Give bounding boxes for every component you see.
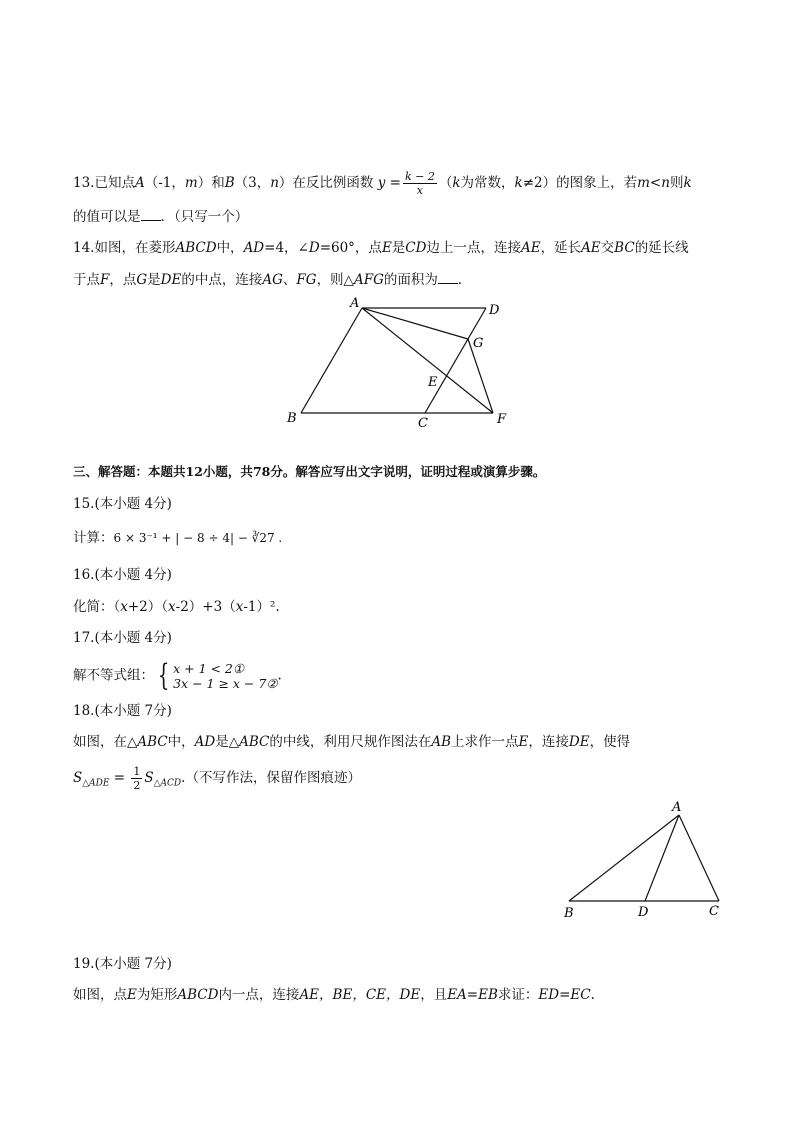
q13-text: ）在反比例函数 bbox=[278, 175, 374, 191]
segment-dc bbox=[425, 308, 486, 413]
q19-head: 19.(本小题 7分) bbox=[73, 956, 172, 972]
segment-af bbox=[362, 308, 493, 413]
label-f: F bbox=[497, 412, 507, 427]
var-m: m bbox=[637, 175, 650, 191]
q14-text: =4，∠ bbox=[264, 240, 309, 256]
triangle-figure bbox=[555, 795, 735, 925]
var: CD bbox=[405, 240, 427, 256]
q14-text: 的面积为 bbox=[383, 272, 438, 288]
var-n: n bbox=[661, 175, 670, 191]
q19-text: . bbox=[590, 987, 595, 1003]
section-count: 12 bbox=[185, 464, 203, 479]
section-text: 分。解答应写出文字说明，证明过程或演算步骤。 bbox=[270, 464, 546, 479]
label-c: C bbox=[418, 416, 428, 431]
q13-text: 为常数， bbox=[460, 175, 515, 191]
q18-text: 如图，在△ bbox=[73, 734, 138, 750]
inequality-2: 3x − 1 ≥ x − 7② bbox=[173, 675, 278, 691]
var-n: n bbox=[270, 175, 279, 191]
q18-text: ，使得 bbox=[589, 734, 631, 750]
q14-text: 14.如图，在菱形 bbox=[73, 240, 176, 256]
q13-text: （3， bbox=[234, 175, 271, 191]
var-k: k bbox=[683, 175, 692, 191]
q13-text: 则 bbox=[669, 175, 684, 191]
q19-text: ，且 bbox=[420, 987, 448, 1003]
var: ABC bbox=[239, 734, 270, 750]
section-text: 三、解答题：本题共 bbox=[73, 464, 186, 479]
q17-end: . bbox=[277, 667, 282, 684]
q14-line1 bbox=[73, 238, 689, 258]
q17-head: 17.(本小题 4分) bbox=[73, 630, 172, 646]
var: DE bbox=[568, 734, 590, 750]
label-g: G bbox=[473, 336, 484, 351]
y-equals: y = bbox=[377, 175, 401, 191]
label-d: D bbox=[489, 303, 500, 318]
brace-icon: { bbox=[157, 657, 170, 693]
q19-text: 为矩形 bbox=[136, 987, 178, 1003]
equals: = bbox=[113, 770, 126, 786]
q16-text: -1）². bbox=[243, 599, 280, 615]
q17-label: 解不等式组： bbox=[73, 667, 154, 684]
q15-body bbox=[73, 528, 282, 548]
q15-head: 15.(本小题 4分) bbox=[73, 496, 172, 512]
var: AE bbox=[581, 240, 601, 256]
var: BC bbox=[614, 240, 635, 256]
var: AE bbox=[520, 240, 541, 256]
q19-text: 内一点，连接 bbox=[218, 987, 300, 1003]
inequality-system bbox=[173, 661, 277, 691]
q13-text: 13.已知点 bbox=[73, 175, 135, 191]
area-subscript: △ACD bbox=[153, 778, 182, 789]
label-d: D bbox=[638, 905, 649, 920]
q19-body bbox=[73, 985, 595, 1005]
area-subscript: △ADE bbox=[82, 778, 110, 789]
area-s: S bbox=[73, 770, 83, 786]
var: AG bbox=[262, 272, 283, 288]
rhombus-figure bbox=[280, 294, 520, 434]
q14-text: 的延长线 bbox=[634, 240, 689, 256]
q16-head: 16.(本小题 4分) bbox=[73, 567, 172, 583]
segment-ab bbox=[301, 308, 362, 413]
q13-text: ．（只写一个） bbox=[160, 209, 249, 225]
q15-label: 计算： bbox=[73, 530, 114, 546]
q18-line2 bbox=[73, 760, 361, 802]
var-k: k bbox=[452, 175, 461, 191]
q18-head: 18.(本小题 7分) bbox=[73, 703, 172, 719]
var: ABCD bbox=[177, 987, 219, 1003]
segment-ag bbox=[362, 308, 468, 339]
section-score: 78 bbox=[252, 464, 271, 479]
var: D bbox=[308, 240, 320, 256]
segment-ac bbox=[679, 815, 719, 901]
var: E bbox=[381, 240, 392, 256]
var: FG bbox=[296, 272, 317, 288]
q18-text: 的中线，利用尺规作图法在 bbox=[269, 734, 432, 750]
q16-text: +2）（ bbox=[127, 599, 169, 615]
q15-expression: 6 × 3⁻¹ + | − 8 ÷ 4| − ∛27 . bbox=[113, 531, 283, 545]
var: F bbox=[100, 272, 110, 288]
var: AE，BE，CE，DE bbox=[299, 987, 421, 1003]
q13-text: （ bbox=[438, 175, 453, 191]
answer-blank bbox=[438, 269, 458, 284]
inequality-1: x + 1 < 2① bbox=[173, 660, 245, 676]
q14-text: ，延长 bbox=[540, 240, 582, 256]
q14-text: =60°，点 bbox=[319, 240, 382, 256]
q14-text: ，点 bbox=[109, 272, 137, 288]
q18-line1 bbox=[73, 732, 630, 752]
var: ABC bbox=[137, 734, 168, 750]
fraction bbox=[403, 170, 437, 197]
label-b: B bbox=[287, 411, 297, 426]
answer-blank bbox=[141, 206, 161, 221]
fraction-denominator: 2 bbox=[133, 779, 141, 792]
half-fraction bbox=[131, 765, 142, 792]
var-x: x bbox=[235, 599, 244, 615]
q13-text: ）和 bbox=[197, 175, 225, 191]
var: E bbox=[518, 734, 529, 750]
q18-text: .（不写作法，保留作图痕迹） bbox=[181, 770, 361, 786]
q14-text: 是 bbox=[391, 240, 406, 256]
var: ED=EC bbox=[538, 987, 591, 1003]
fraction-numerator: 1 bbox=[133, 765, 141, 778]
var-x: x bbox=[168, 599, 176, 615]
q14-text: 是 bbox=[147, 272, 161, 288]
q14-text: ，则△ bbox=[316, 272, 354, 288]
q16-text: 化简：（ bbox=[73, 599, 121, 615]
q14-line2 bbox=[73, 269, 471, 290]
point-a: A bbox=[134, 175, 145, 191]
q16-text: -2）+3（ bbox=[175, 599, 236, 615]
q13-text: < bbox=[649, 175, 662, 191]
fraction-numerator: k − 2 bbox=[404, 170, 435, 183]
q13-text: （-1， bbox=[144, 175, 185, 191]
q14-text: 的中点，连接 bbox=[181, 272, 263, 288]
q18-text: ，连接 bbox=[528, 734, 569, 750]
label-e: E bbox=[428, 375, 438, 390]
var: AD bbox=[194, 734, 216, 750]
var: G bbox=[136, 272, 148, 288]
q16-body bbox=[73, 597, 280, 617]
var: AD bbox=[243, 240, 265, 256]
q19-text: 如图，点 bbox=[73, 987, 127, 1003]
q13-line2 bbox=[73, 206, 248, 227]
q14-text: 交 bbox=[600, 240, 615, 256]
area-s: S bbox=[144, 770, 154, 786]
fraction-denominator: x bbox=[416, 184, 423, 197]
var: DE bbox=[160, 272, 182, 288]
label-a: A bbox=[350, 296, 360, 311]
q14-text: 边上一点，连接 bbox=[426, 240, 521, 256]
section-text: 小题，共 bbox=[202, 464, 253, 479]
var: EA=EB bbox=[447, 987, 498, 1003]
q18-text: 是△ bbox=[215, 734, 240, 750]
var-k: k bbox=[514, 175, 523, 191]
q18-text: 上求作一点 bbox=[451, 734, 519, 750]
var: AB bbox=[431, 734, 452, 750]
point-b: B bbox=[224, 175, 235, 191]
q19-text: 求证： bbox=[497, 987, 539, 1003]
q14-text: 中， bbox=[216, 240, 244, 256]
q13-text: ≠2）的图象上，若 bbox=[522, 175, 638, 191]
var-x: x bbox=[120, 599, 128, 615]
var-m: m bbox=[184, 175, 198, 191]
var: AFG bbox=[353, 272, 384, 288]
q13-text: 的值可以是 bbox=[73, 209, 141, 225]
var: ABCD bbox=[175, 240, 217, 256]
q18-text: 中， bbox=[167, 734, 195, 750]
q14-text: 、 bbox=[282, 272, 297, 288]
q14-text: 于点 bbox=[73, 272, 100, 288]
label-c: C bbox=[709, 904, 719, 919]
label-a: A bbox=[672, 800, 682, 815]
q14-text: ． bbox=[457, 272, 472, 288]
q13-line1 bbox=[73, 170, 692, 197]
label-b: B bbox=[564, 906, 574, 921]
section3-title bbox=[73, 462, 545, 482]
q17-body bbox=[73, 656, 282, 695]
var: E bbox=[127, 987, 137, 1003]
